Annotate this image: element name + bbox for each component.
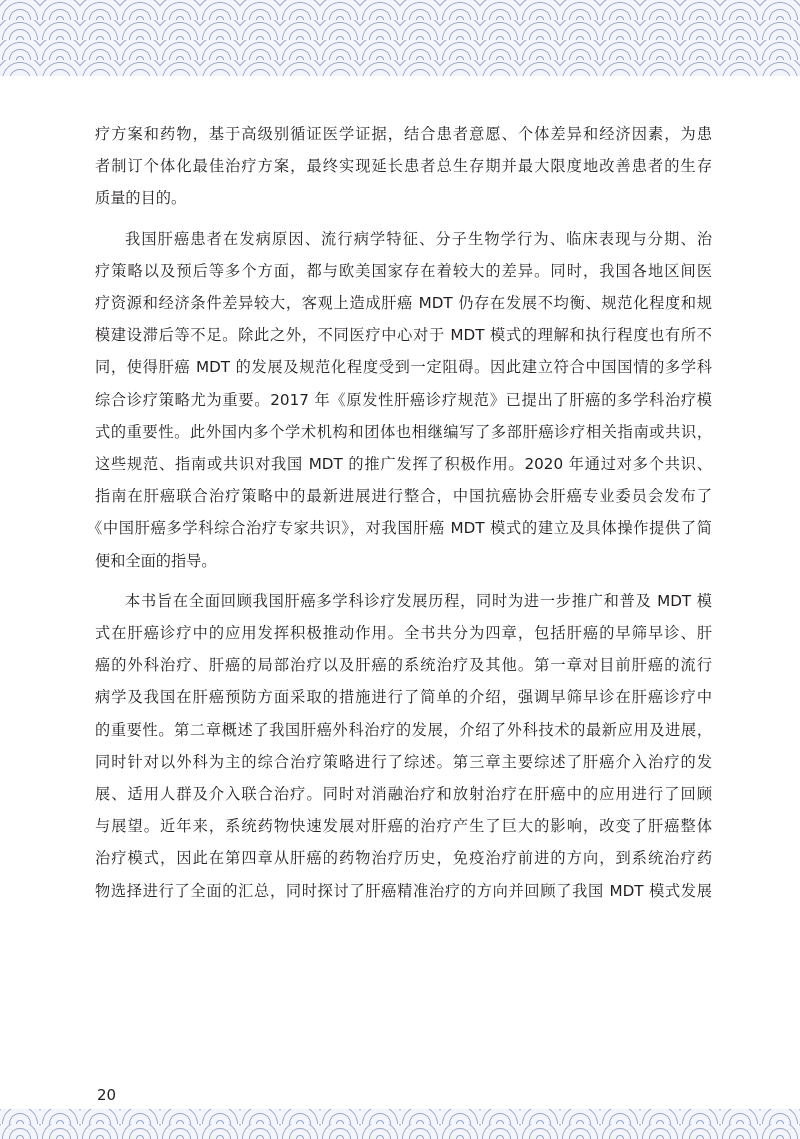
- text-line: 模建设滞后等不足。除此之外，不同医疗中心对于 MDT 模式的理解和执行程度也有所不: [95, 326, 712, 345]
- text-line: 展、适用人群及介入联合治疗。同时对消融治疗和放射治疗在肝癌中的应用进行了回顾: [95, 785, 712, 804]
- text-line: 式在肝癌诊疗中的应用发挥积极推动作用。全书共分为四章，包括肝癌的早筛早诊、肝: [95, 624, 712, 643]
- text-line: 《中国肝癌多学科综合治疗专家共识》，对我国肝癌 MDT 模式的建立及具体操作提供了简: [87, 519, 712, 538]
- text-line: 便和全面的指导。: [95, 551, 217, 570]
- paragraph: [87, 223, 712, 577]
- text-line: 质量的目的。: [95, 189, 187, 208]
- text-line: 我国肝癌患者在发病原因、流行病学特征、分子生物学行为、临床表现与分期、治: [125, 229, 712, 248]
- text-line: 本书旨在全面回顾我国肝癌多学科诊疗发展历程，同时为进一步推广和普及 MDT 模: [125, 591, 712, 610]
- text-line: 同时针对以外科为主的综合治疗策略进行了综述。第三章主要综述了肝癌介入治疗的发: [95, 752, 712, 771]
- paragraph: [95, 585, 712, 907]
- decorative-wave-header: [0, 0, 800, 76]
- text-line: 癌的外科治疗、肝癌的局部治疗以及肝癌的系统治疗及其他。第一章对目前肝癌的流行: [95, 656, 712, 675]
- page-number: 20: [97, 1086, 117, 1104]
- text-line: 疗资源和经济条件差异较大，客观上造成肝癌 MDT 仍存在发展不均衡、规范化程度和规: [95, 294, 712, 313]
- text-line: 式的重要性。此外国内多个学术机构和团体也相继编写了多部肝癌诊疗相关指南或共识，: [95, 422, 712, 441]
- text-line: 的重要性。第二章概述了我国肝癌外科治疗的发展，介绍了外科技术的最新应用及进展，: [95, 720, 712, 739]
- body-text: [87, 118, 712, 907]
- text-line: 同，使得肝癌 MDT 的发展及规范化程度受到一定阻碍。因此建立符合中国国情的多学科: [95, 358, 712, 377]
- decorative-wave-footer: [0, 1109, 800, 1139]
- text-line: 病学及我国在肝癌预防方面采取的措施进行了简单的介绍，强调早筛早诊在肝癌诊疗中: [95, 688, 712, 707]
- text-line: 疗方案和药物，基于高级别循证医学证据，结合患者意愿、个体差异和经济因素，为患: [95, 125, 712, 143]
- text-line: 综合诊疗策略尤为重要。2017 年《原发性肝癌诊疗规范》已提出了肝癌的多学科治疗模: [95, 390, 712, 409]
- text-line: 与展望。近年来，系统药物快速发展对肝癌的治疗产生了巨大的影响，改变了肝癌整体: [95, 817, 712, 836]
- paragraph: [95, 118, 712, 215]
- text-line: 治疗模式，因此在第四章从肝癌的药物治疗历史，免疫治疗前进的方向，到系统治疗药: [95, 849, 712, 868]
- text-line: 这些规范、指南或共识对我国 MDT 的推广发挥了积极作用。2020 年通过对多个共识、: [95, 455, 712, 474]
- text-line: 物选择进行了全面的汇总，同时探讨了肝癌精准治疗的方向并回顾了我国 MDT 模式发展: [95, 881, 712, 900]
- text-line: 指南在肝癌联合治疗策略中的最新进展进行整合，中国抗癌协会肝癌专业委员会发布了: [95, 487, 712, 506]
- text-line: 疗策略以及预后等多个方面，都与欧美国家存在着较大的差异。同时，我国各地区间医: [95, 261, 712, 280]
- text-line: 者制订个体化最佳治疗方案，最终实现延长患者总生存期并最大限度地改善患者的生存: [95, 157, 712, 176]
